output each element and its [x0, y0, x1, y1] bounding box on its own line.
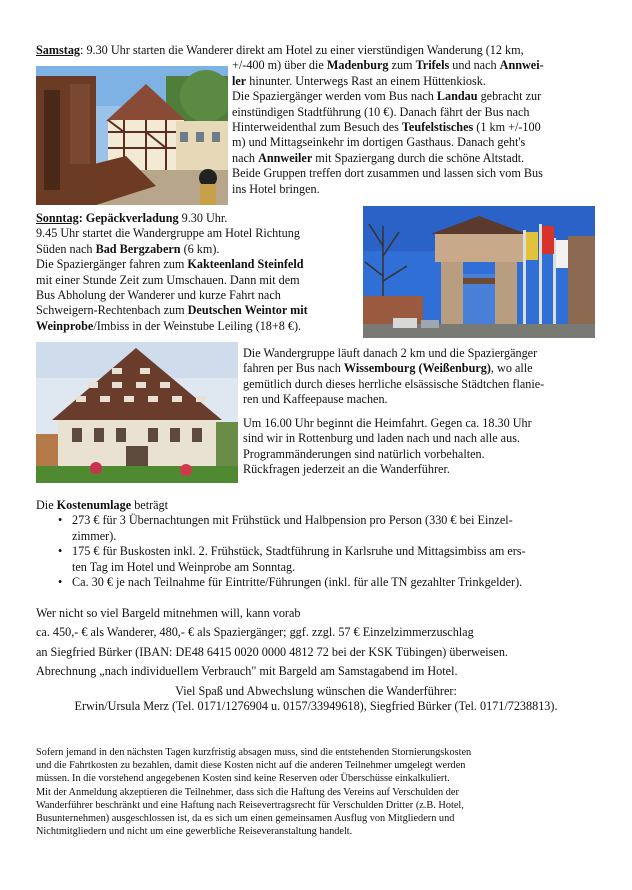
saturday-wrapped-text: +/-400 m) über die Madenburg zum Trifels und nach Annwei- ler hinunter. Unterwegs Rast an einem Hüttenkiosk. Die Spaziergänger werden vom Bus nach Landau gebracht zur einstündigen Stadtführung (10 €). Danach fährt der Bus nach Hinterweidenthal zum Besuch des Teufelstisches (1 km +/-100 m) und Mittagseinkehr im dortigen Gasthaus. Danach geht's nach Annweiler mit Spaziergang durch die schöne Altstadt. Beide Gruppen treffen dort zusammen und lassen sich vom Bus ins Hotel bringen.: [232, 58, 544, 196]
payment-section: Wer nicht so viel Bargeld mitnehmen will, kann vorab ca. 450,- € als Wanderer, 480,- € als Spaziergänger; ggf. zzgl. 57 € Einzelzimmerzuschlag an Siegfried Bürker (IBAN: DE48 6415 0020 0000 4812 72 bei der KSK Tübingen) überweisen. Abrechnung „nach individuellem Verbrauch" mit Bargeld am Samstagabend im Hotel.: [36, 606, 508, 679]
wissembourg-photo: [36, 342, 238, 483]
cost-item-hotel: • 273 € für 3 Übernachtungen mit Frühstück und Halbpension pro Person (330 € bei Einzel- zimmer).: [36, 513, 604, 544]
saturday-line-1: Samstag: 9.30 Uhr starten die Wanderer direkt am Hotel zu einer vierstündigen Wanderung (12 km,: [36, 43, 524, 57]
costs-intro: Die Kostenumlage beträgt: [36, 498, 169, 512]
cost-item-bus: • 175 € für Buskosten inkl. 2. Frühstück, Stadtführung in Karlsruhe und Mittagsimbiss am ers- ten Tag im Hotel und Weinprobe am Sonntag.: [36, 544, 604, 575]
cost-item-entries: • Ca. 30 € je nach Teilnahme für Eintritte/Führungen (inkl. für alle TN gezahlter Trinkgelder).: [36, 575, 604, 590]
sunday-section: Sonntag: Gepäckverladung 9.30 Uhr. 9.45 Uhr startet die Wandergruppe am Hotel Richtung Süden nach Bad Bergzabern (6 km). Die Spaziergänger fahren zum Kakteenland Steinfeld mit einer Stunde Zeit zum Umschauen. Dann mit dem Bus Abholung der Wanderer und kurze Fahrt nach Schweigern-Rechtenbach zum Deutschen Weintor mit Weinprobe/Imbiss in der Weinstube Leiling (18+8 €).: [36, 211, 308, 333]
town-square-photo: [36, 66, 228, 205]
saturday-section: [36, 43, 596, 58]
costs-section: [36, 498, 604, 590]
sunday-label: Sonntag: [36, 211, 79, 225]
fine-print: Sofern jemand in den nächsten Tagen kurzfristig absagen muss, sind die entstehenden Stornierungskosten und die Fahrtkosten zu bezahlen, damit diese Kosten nicht auf die anderen Teilnehmer umgelegt werden müssen. In die vorstehend angegebenen Kosten sind keine Reserven oder Überschüsse einkalkuliert. Mit der Anmeldung akzeptieren die Teilnehmer, dass sich die Haftung des Vereins auf Verschulden der Wanderführer beschränkt und eine Haftung nach Reisevertragsrecht für Verschulden Dritter (z.B. Hotel, Busunternehmen) ausgeschlossen ist, da es sich um einen gemeinsamen Ausflug von Mitgliedern und Nichtmitgliedern und nicht um eine gewerbliche Reiseveranstaltung handelt.: [36, 747, 472, 838]
saturday-label: Samstag: [36, 43, 81, 57]
closing-section: Viel Spaß und Abwechslung wünschen die Wanderführer: Erwin/Ursula Merz (Tel. 0171/1276904 u. 0157/33949618), Siegfried Bürker (Tel. 0171/7238813).: [74, 684, 558, 714]
costs-list: [36, 513, 604, 590]
weintor-photo: [363, 206, 595, 338]
sunday-continued: Die Wandergruppe läuft danach 2 km und die Spaziergänger fahren per Bus nach Wissembourg (Weißenburg), wo alle gemütlich durch dieses herrliche elsässische Städtchen flanie- ren und Kaffeepause machen.: [243, 346, 545, 407]
return-trip-notes: Um 16.00 Uhr beginnt die Heimfahrt. Gegen ca. 18.30 Uhr sind wir in Rottenburg und laden nach und nach alle aus. Programmänderungen sind natürlich vorbehalten. Rückfragen jederzeit an die Wanderführer.: [243, 416, 532, 477]
